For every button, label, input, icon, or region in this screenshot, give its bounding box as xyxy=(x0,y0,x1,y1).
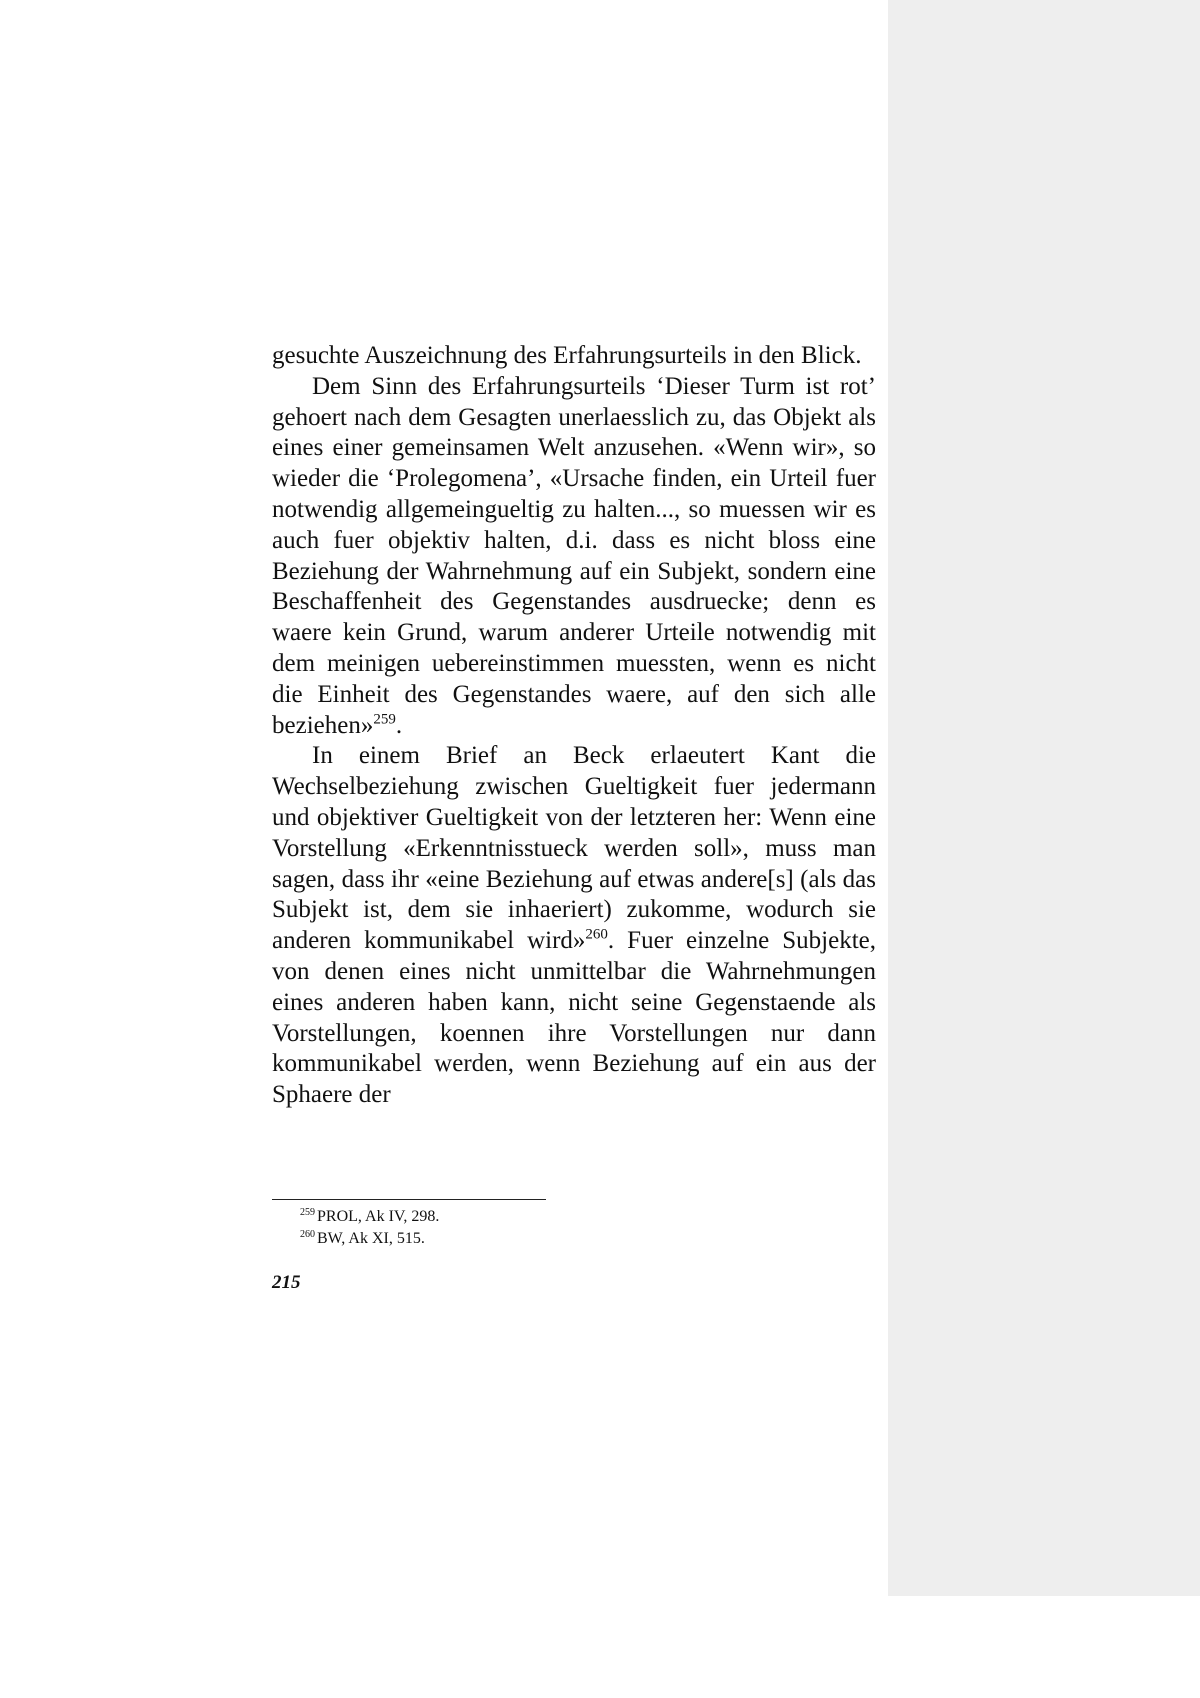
footnote-260 xyxy=(300,1228,800,1250)
footnote-ref-259: 259 xyxy=(373,711,396,728)
paragraph-2-text: Dem Sinn des Erfahrungsurteils ‘Dieser Turm ist rot’ gehoert nach dem Gesagten unerlaesslich zu, das Objekt als eines einer gemeinsamen Welt anzusehen. «Wenn wir», so wieder die ‘Prolegomena’, «Ursache finden, ein Urteil fuer notwendig allgemeingueltig zu halten..., so muessen wir es auch fuer objektiv halten, d.i. dass es nicht bloss eine Beziehung der Wahrnehmung auf ein Subjekt, sondern eine Beschaffenheit des Gegenstandes ausdruecke; denn es waere kein Grund, warum anderer Urteile notwendig mit dem meinigen uebereinstimmen muessten, wenn es nicht die Einheit des Gegenstandes waere, auf den sich alle beziehen» xyxy=(272,372,876,739)
footnote-text: PROL, Ak IV, 298. xyxy=(317,1208,440,1225)
paragraph-2-end: . xyxy=(395,711,403,739)
paragraph-1 xyxy=(272,341,876,372)
footnote-259 xyxy=(300,1206,800,1228)
page-number: 215 xyxy=(272,1272,301,1293)
gray-side-panel xyxy=(888,0,1200,1596)
footnote-divider xyxy=(272,1199,546,1200)
paragraph-2 xyxy=(272,372,876,742)
paragraph-3 xyxy=(272,741,876,1111)
footnote-text: BW, Ak XI, 515. xyxy=(317,1230,425,1247)
footnote-number: 260 xyxy=(300,1228,315,1240)
footnote-number: 259 xyxy=(300,1206,315,1218)
paragraph-3-text-end: . Fuer einzelne Subjekte, von denen eines nicht unmittelbar die Wahrnehmungen eines anderen haben kann, nicht seine Gegenstaende als Vorstellungen, koennen ihre Vorstellungen nur dann kommunikabel werden, wenn Beziehung auf ein aus der Sphaere der xyxy=(272,927,877,1109)
paragraph-3-text-start: In einem Brief an Beck erlaeutert Kant die Wechselbeziehung zwischen Gueltigkeit fuer jedermann und objektiver Gueltigkeit von der letzteren her: Wenn eine Vorstellung «Erkenntnisstueck werden soll», muss man sagen, dass ihr «eine Beziehung auf etwas andere[s] (als das Subjekt ist, dem sie inhaeriert) zukomme, wodurch sie anderen kommunikabel wird» xyxy=(272,742,876,955)
page-body xyxy=(272,341,876,1111)
paragraph-1-text: gesuchte Auszeichnung des Erfahrungsurteils in den Blick. xyxy=(272,342,862,369)
footnote-ref-260: 260 xyxy=(585,926,608,943)
footnotes xyxy=(300,1206,800,1250)
